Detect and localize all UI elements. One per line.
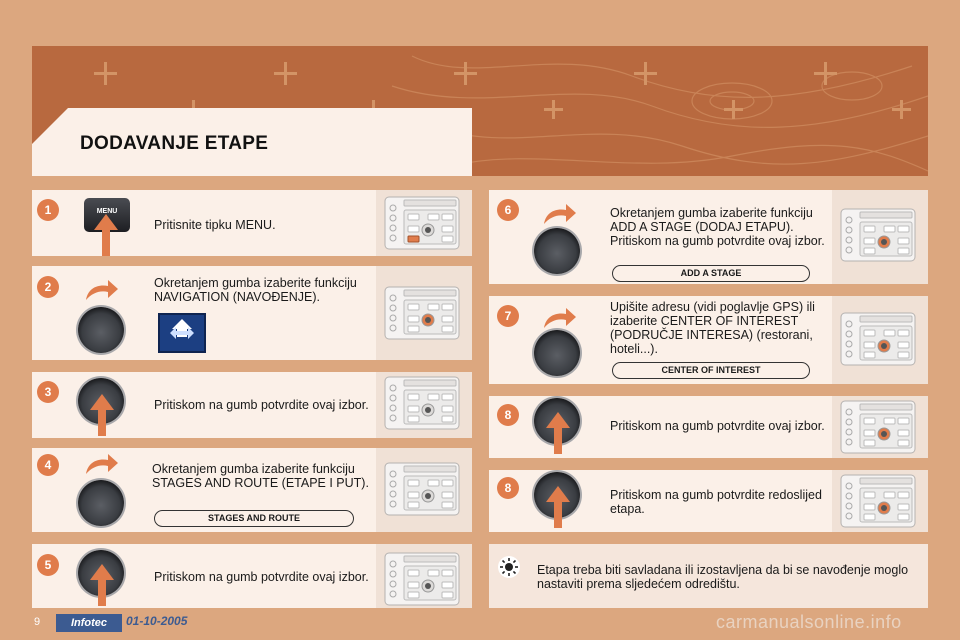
step-number: 6 [497, 199, 519, 221]
press-arrow-icon [546, 486, 570, 528]
radio-unit-icon [384, 462, 460, 516]
step-text: Upišite adresu (vidi poglavlje GPS) ili izaberite CENTER OF INTEREST (PODRUČJE INTERESA) (restorani, hoteli...). [610, 300, 815, 356]
infotec-logo: Infotec [56, 614, 122, 632]
title-corner [32, 108, 68, 144]
step-number: 8 [497, 404, 519, 426]
step-text: Okretanjem gumba izaberite funkciju ADD A STAGE (DODAJ ETAPU). Pritiskom na gumb potvrdite ovaj izbor. [610, 206, 825, 248]
step-number: 1 [37, 199, 59, 221]
menu-button-icon: MENU [84, 198, 130, 232]
radio-unit-icon [384, 196, 460, 250]
menu-option-pill: CENTER OF INTEREST [612, 362, 810, 379]
rotate-arrow-icon [84, 278, 118, 302]
page-number: 9 [34, 616, 41, 628]
step-text: Pritiskom na gumb potvrdite ovaj izbor. [610, 419, 825, 433]
radio-unit-icon [384, 376, 460, 430]
step-number: 7 [497, 305, 519, 327]
step-number: 4 [37, 454, 59, 476]
step-text: Pritiskom na gumb potvrdite ovaj izbor. [154, 398, 369, 412]
step-number: 5 [37, 554, 59, 576]
sun-icon [498, 556, 520, 578]
step-text: Pritisnite tipku MENU. [154, 218, 276, 232]
rotary-knob-icon [78, 307, 124, 353]
radio-unit-icon [840, 312, 916, 366]
press-arrow-icon [546, 412, 570, 454]
page-title: DODAVANJE ETAPE [80, 133, 269, 154]
step-number: 3 [37, 381, 59, 403]
press-arrow-icon [90, 564, 114, 606]
step-text: Pritiskom na gumb potvrdite ovaj izbor. [154, 570, 369, 584]
press-arrow-icon [90, 394, 114, 436]
rotate-arrow-icon [542, 306, 576, 330]
rotary-knob-icon [78, 480, 124, 526]
menu-option-pill: ADD A STAGE [612, 265, 810, 282]
rotate-arrow-icon [84, 452, 118, 476]
radio-unit-icon [384, 552, 460, 606]
step-number: 2 [37, 276, 59, 298]
step-text: Pritiskom na gumb potvrdite redoslijed etapa. [610, 488, 822, 516]
footer-date: 01-10-2005 [126, 614, 188, 628]
note-text: Etapa treba biti savladana ili izostavljena da bi se navođenje moglo nastaviti prema sljedećem odredištu. [537, 563, 909, 591]
radio-unit-icon [840, 400, 916, 454]
step-number: 8 [497, 477, 519, 499]
navigation-icon [158, 313, 206, 353]
rotate-arrow-icon [542, 202, 576, 226]
menu-option-pill: STAGES AND ROUTE [154, 510, 354, 527]
press-arrow-icon [94, 214, 118, 256]
step-text: Okretanjem gumba izaberite funkciju NAVIGATION (NAVOĐENJE). [154, 276, 357, 304]
watermark: carmanualsonline.info [716, 612, 902, 632]
radio-unit-icon [384, 286, 460, 340]
radio-unit-icon [840, 474, 916, 528]
rotary-knob-icon [534, 330, 580, 376]
radio-unit-icon [840, 208, 916, 262]
rotary-knob-icon [534, 228, 580, 274]
step-text: Okretanjem gumba izaberite funkciju STAGES AND ROUTE (ETAPE I PUT). [152, 462, 369, 490]
